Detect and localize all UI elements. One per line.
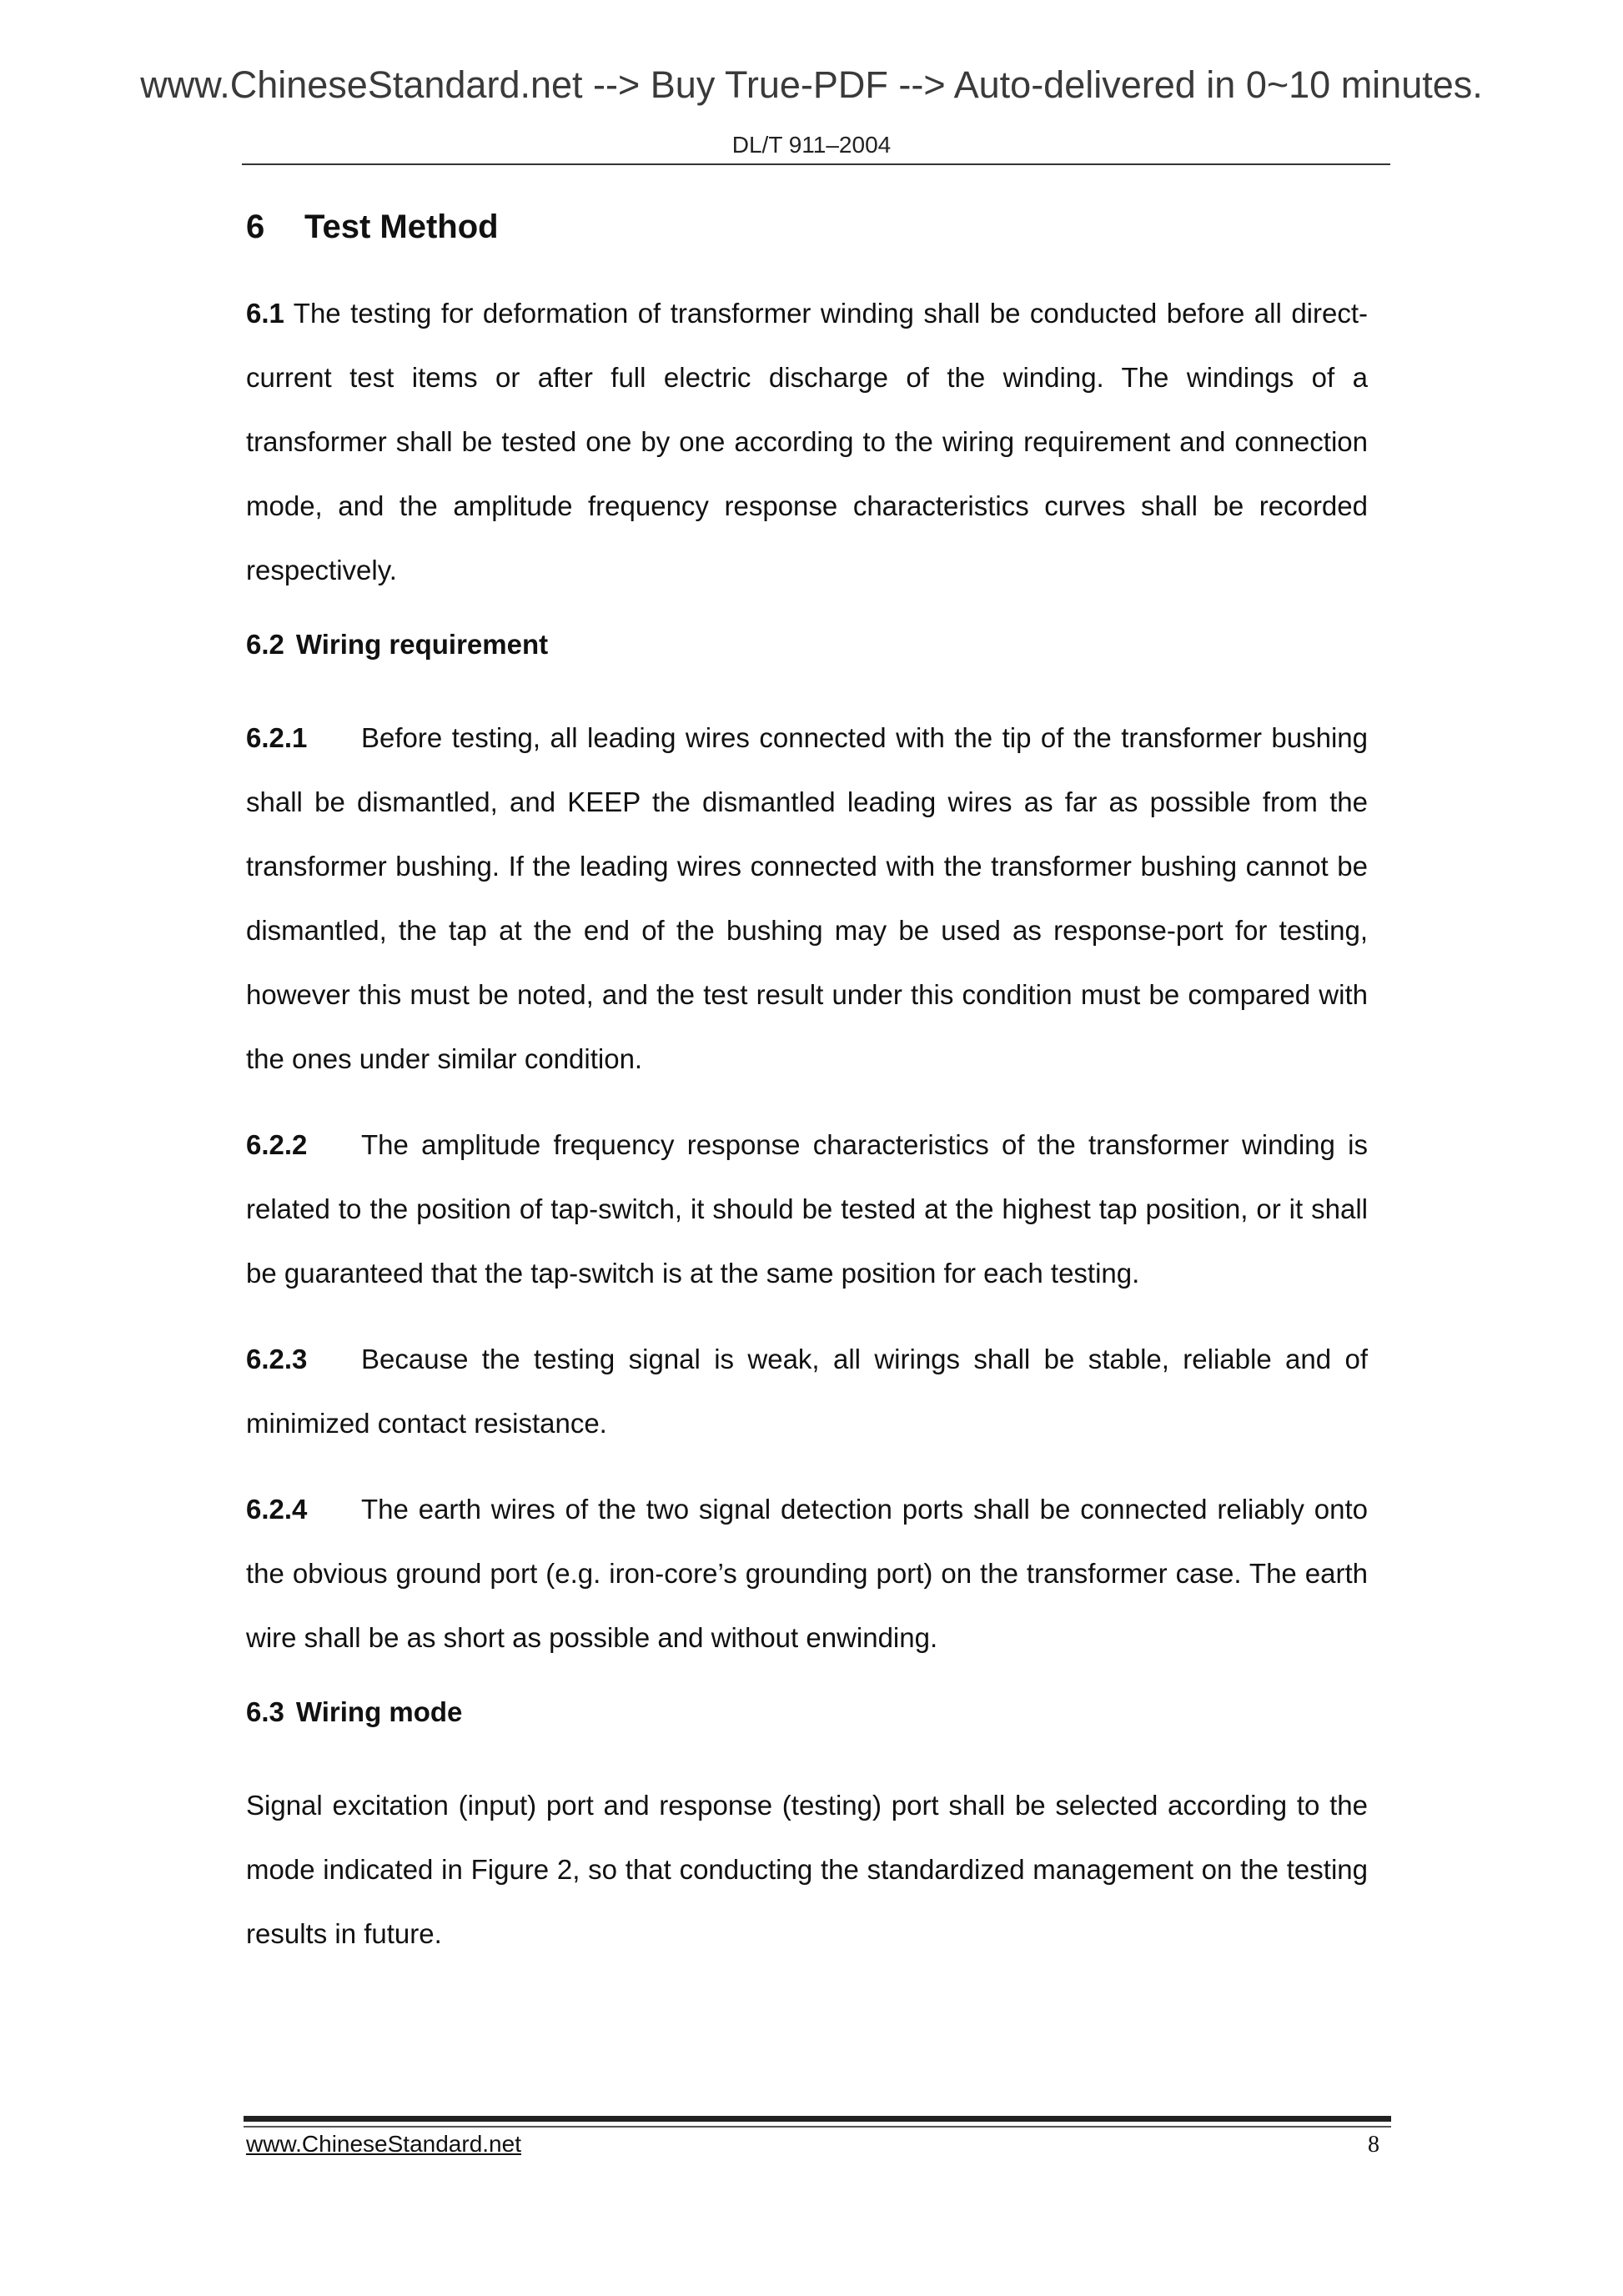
clause-number: 6.1 bbox=[246, 298, 284, 329]
promo-banner: www.ChineseStandard.net --> Buy True-PDF --> Auto-delivered in 0~10 minutes. bbox=[140, 63, 1483, 106]
clause-6-2-1 bbox=[246, 706, 1368, 1091]
clause-text: Before testing, all leading wires connected with the tip of the transformer bushing shall be dismantled, and KEEP the dismantled leading wires as far as possible from the transformer bushing. If the leading wires connected with the transformer bushing cannot be dismantled, the tap at the end of the bushing may be used as response-port for testing, however this must be noted, and the test result under this condition must be compared with the ones under similar condition. bbox=[246, 722, 1368, 1074]
clause-number: 6.2.1 bbox=[246, 722, 308, 753]
subsection-6-2-heading bbox=[246, 624, 1368, 666]
subsection-number: 6.3 bbox=[246, 1696, 284, 1727]
clause-number: 6.2.3 bbox=[246, 1344, 308, 1374]
footer-website-link[interactable]: www.ChineseStandard.net bbox=[246, 2131, 521, 2157]
subsection-6-3-heading bbox=[246, 1691, 1368, 1733]
page-body bbox=[246, 208, 1368, 1987]
page-number: 8 bbox=[1368, 2132, 1379, 2158]
clause-text: The amplitude frequency response characteristics of the transformer winding is related to the position of tap-switch, it should be tested at the highest tap position, or it shall be guaranteed that the tap-switch is at the same position for each testing. bbox=[246, 1129, 1368, 1289]
clause-6-2-4 bbox=[246, 1477, 1368, 1670]
clause-text: Signal excitation (input) port and response (testing) port shall be selected according to the mode indicated in Figure 2, so that conducting the standardized management on the testing results in future. bbox=[246, 1790, 1368, 1949]
subsection-title: Wiring mode bbox=[295, 1696, 463, 1727]
footer-divider-thin bbox=[244, 2126, 1391, 2128]
section-heading bbox=[246, 208, 1368, 246]
clause-6-2-2 bbox=[246, 1113, 1368, 1305]
clause-text: The testing for deformation of transformer winding shall be conducted before all direct-current test items or after full electric discharge of the winding. The windings of a transformer shall be tested one by one according to the wiring requirement and connection mode, and the amplitude frequency response characteristics curves shall be recorded respectively. bbox=[246, 298, 1369, 585]
section-title: Test Method bbox=[304, 208, 499, 245]
subsection-number: 6.2 bbox=[246, 629, 284, 660]
clause-text: Because the testing signal is weak, all wirings shall be stable, reliable and of minimized contact resistance. bbox=[246, 1344, 1368, 1439]
clause-number: 6.2.4 bbox=[246, 1494, 308, 1525]
clause-number: 6.2.2 bbox=[246, 1129, 308, 1160]
clause-6-1 bbox=[246, 281, 1368, 602]
document-code: DL/T 911–2004 bbox=[731, 132, 892, 158]
clause-6-3-text bbox=[246, 1773, 1368, 1966]
clause-text: The earth wires of the two signal detection ports shall be connected reliably onto the obvious ground port (e.g. iron-core’s grounding port) on the transformer case. The earth wire shall be as short as possible and without enwinding. bbox=[246, 1494, 1368, 1653]
clause-6-2-3 bbox=[246, 1327, 1368, 1455]
header-divider bbox=[242, 163, 1390, 165]
section-number: 6 bbox=[246, 208, 265, 245]
footer-divider-thick bbox=[244, 2116, 1391, 2122]
subsection-title: Wiring requirement bbox=[295, 629, 549, 660]
